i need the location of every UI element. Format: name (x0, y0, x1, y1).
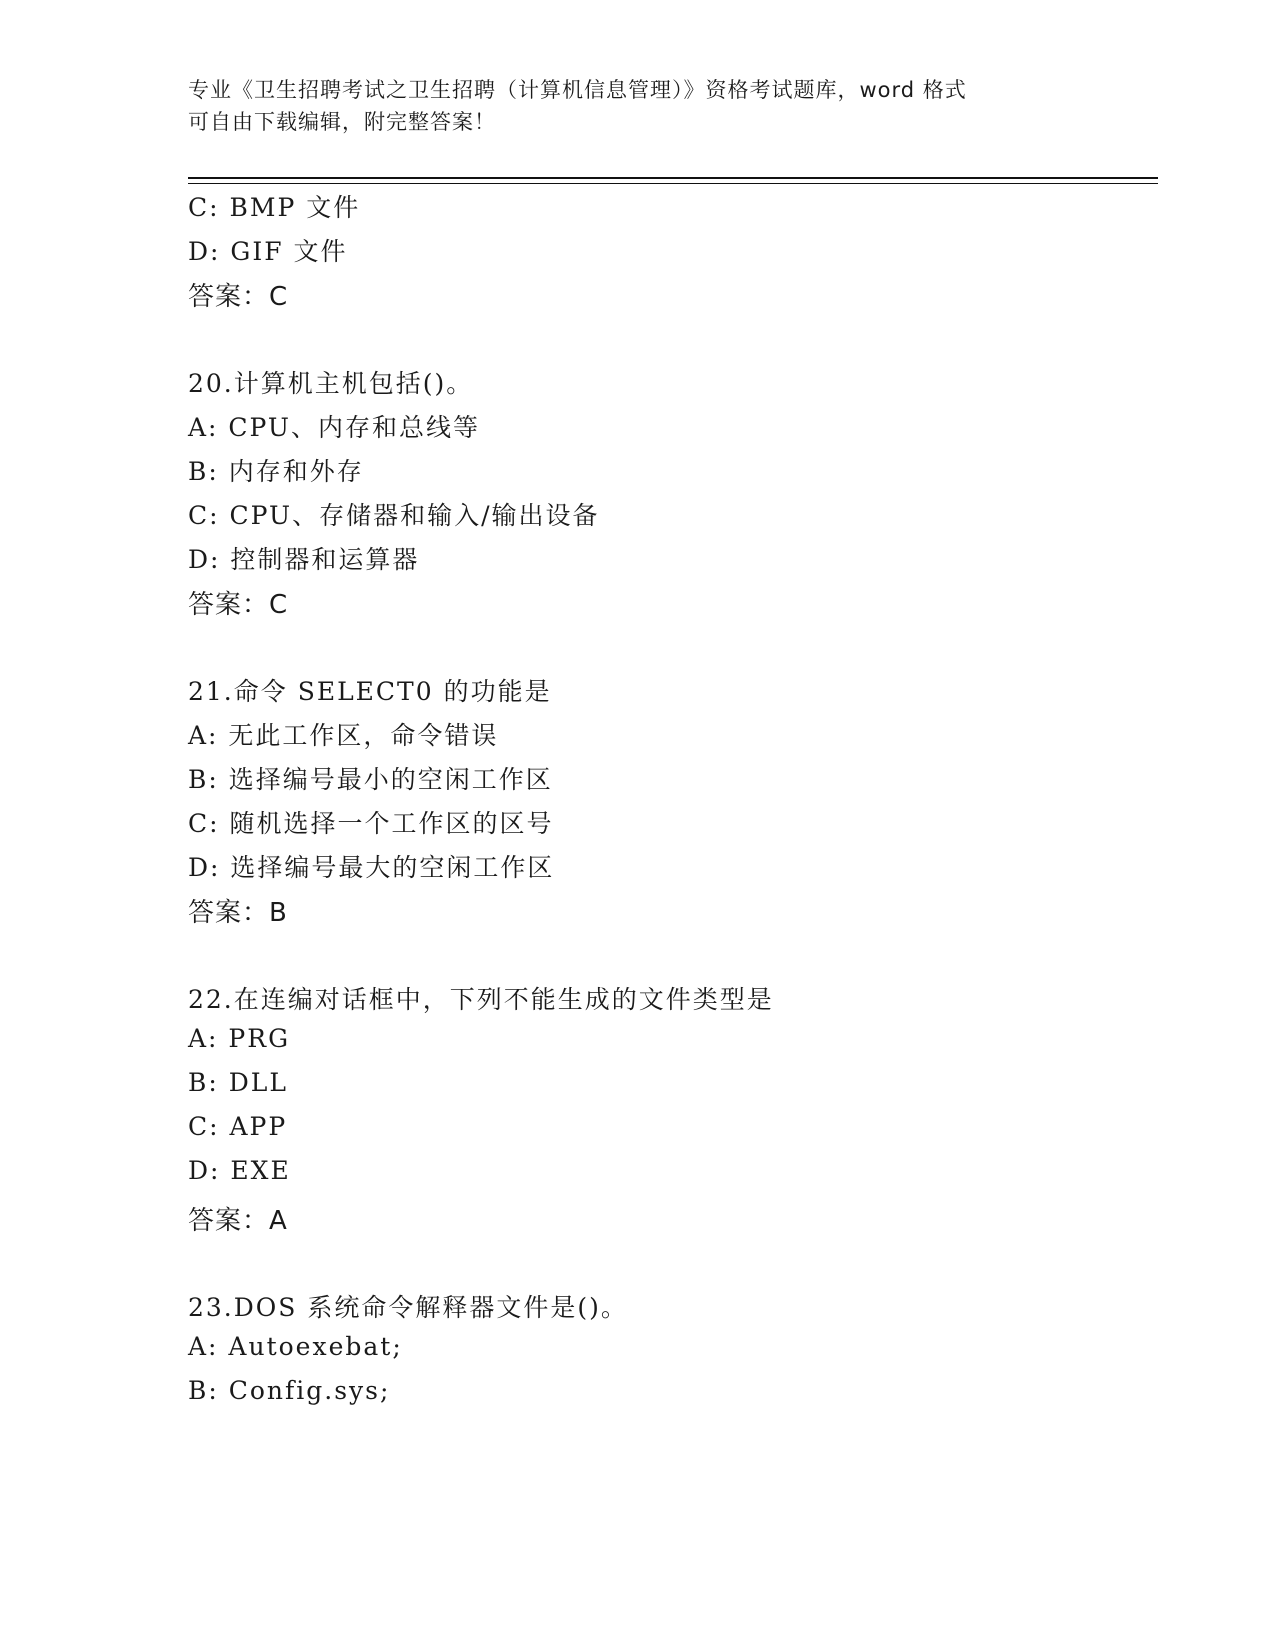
q20-option-c: C: CPU、存储器和输入/输出设备 (188, 501, 600, 530)
q20-answer: 答案：C (188, 590, 289, 620)
header-divider-thin (188, 183, 1158, 184)
document-header (188, 74, 1088, 138)
q19-option-c: C: BMP 文件 (188, 193, 361, 222)
q22-option-c: C: APP (188, 1112, 288, 1141)
q22-option-d: D: EXE (188, 1156, 291, 1185)
q22-answer: 答案：A (188, 1206, 288, 1236)
q21-option-d: D: 选择编号最大的空闲工作区 (188, 853, 555, 882)
q22-option-b: B: DLL (188, 1068, 288, 1097)
q21-option-c: C: 随机选择一个工作区的区号 (188, 809, 554, 838)
q22-option-a: A: PRG (188, 1024, 291, 1053)
header-line-2: 可自由下载编辑，附完整答案！ (188, 110, 496, 134)
q19-option-d: D: GIF 文件 (188, 237, 348, 266)
q19-answer: 答案：C (188, 282, 289, 312)
q23-option-b: B: Config.sys; (188, 1376, 391, 1405)
q21-question: 21.命令 SELECT0 的功能是 (188, 677, 552, 706)
header-divider-thick (188, 177, 1158, 179)
q23-question: 23.DOS 系统命令解释器文件是()。 (188, 1293, 628, 1322)
q20-option-d: D: 控制器和运算器 (188, 545, 420, 574)
q21-option-b: B: 选择编号最小的空闲工作区 (188, 765, 553, 794)
q20-option-b: B: 内存和外存 (188, 457, 364, 486)
q20-question: 20.计算机主机包括()。 (188, 369, 474, 398)
q22-question: 22.在连编对话框中，下列不能生成的文件类型是 (188, 985, 774, 1014)
q23-option-a: A: Autoexebat; (188, 1332, 403, 1361)
q20-option-a: A: CPU、内存和总线等 (188, 413, 481, 442)
q21-option-a: A: 无此工作区，命令错误 (188, 721, 499, 750)
header-line-1: 专业《卫生招聘考试之卫生招聘（计算机信息管理）》资格考试题库，word 格式 (188, 78, 967, 102)
q21-answer: 答案：B (188, 898, 288, 928)
